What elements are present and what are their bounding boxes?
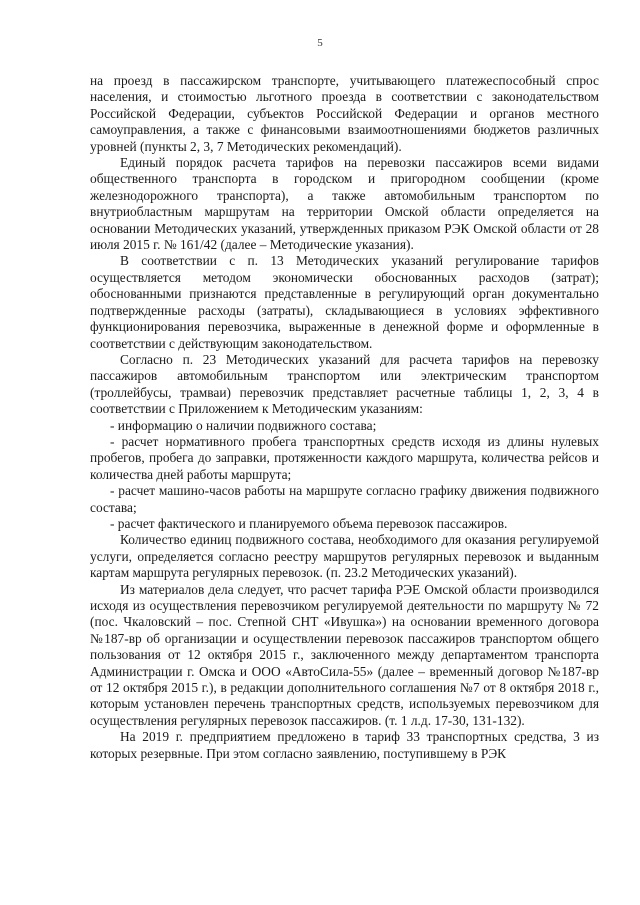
paragraph: Согласно п. 23 Методических указаний для расчета тарифов на перевозку пассажиров автомобильным транспортом или электрическим транспортом (троллейбусы, трамваи) перевозчик представляет расчетные таблицы 1, 2, 3, 4 в соответствии с Приложением к Методическим указаниям: [90,351,599,417]
list-item: - расчет нормативного пробега транспортных средств исходя из длины нулевых пробегов, пробега до заправки, протяженности каждого маршрута, количества рейсов и количества дней работы маршрута; [90,433,599,482]
paragraph: Единый порядок расчета тарифов на перевозки пассажиров всеми видами общественного транспорта в городском и пригородном сообщении (кроме железнодорожного транспорта), а также автомобильным транспортом по внутриобластным маршрутам на территории Омской области определяется на основании Методических указаний, утвержденных приказом РЭК Омской области от 28 июля 2015 г. № 161/42 (далее – Методические указания). [90,155,599,253]
list-item: - расчет фактического и планируемого объема перевозок пассажиров. [110,515,508,531]
page-number: 5 [317,37,323,49]
paragraph: на проезд в пассажирском транспорте, учитывающего платежеспособный спрос населения, и стоимостью льготного проезда в соответствии с законодательством Российской Федерации, субъектов Российской Федерации и органов местного самоуправления, а также с финансовыми взаимоотношениями бюджетов различных уровней (пункты 2, 3, 7 Методических рекомендаций). [90,73,599,154]
paragraph: Количество единиц подвижного состава, необходимого для оказания регулируемой услуги, определяется согласно реестру маршрутов регулярных перевозок и выданным картам маршрута регулярных перевозок. (п. 23.2 Методических указаний). [90,532,599,581]
list-item: - расчет машино-часов работы на маршруте согласно графику движения подвижного состава; [90,483,599,515]
paragraph: В соответствии с п. 13 Методических указаний регулирование тарифов осуществляется методом экономически обоснованных расходов (затрат); обоснованными признаются представленные в регулирующий орган документально подтвержденные расходы (затраты), складывающиеся в условиях эффективного функционирования перевозчика, выраженные в денежной форме и оформленные в соответствии с действующим законодательством. [90,253,599,351]
list-item: - информацию о наличии подвижного состава; [110,417,377,433]
paragraph: На 2019 г. предприятием предложено в тариф 33 транспортных средства, 3 из которых резервные. При этом согласно заявлению, поступившему в РЭК [90,729,599,761]
paragraph: Из материалов дела следует, что расчет тарифа РЭЕ Омской области производился исходя из осуществления перевозчиком регулируемой деятельности по маршруту № 72 (пос. Чкаловский – пос. Степной СНТ «Ивушка») на основании временного договора №187-вр об организации и осуществлении перевозок пассажиров транспортом общего пользования от 12 октября 2015 г., заключенного между департаментом транспорта Администрации г. Омска и ООО «АвтоСила-55» (далее – временный договор №187-вр от 12 октября 2015 г.), в редакции дополнительного соглашения №7 от 8 октября 2018 г., которым установлен перечень транспортных средств, используемых перевозчиком для осуществления регулярных перевозок пассажиров. (т. 1 л.д. 17-30, 131-132). [90,581,599,728]
document-body [90,73,599,762]
